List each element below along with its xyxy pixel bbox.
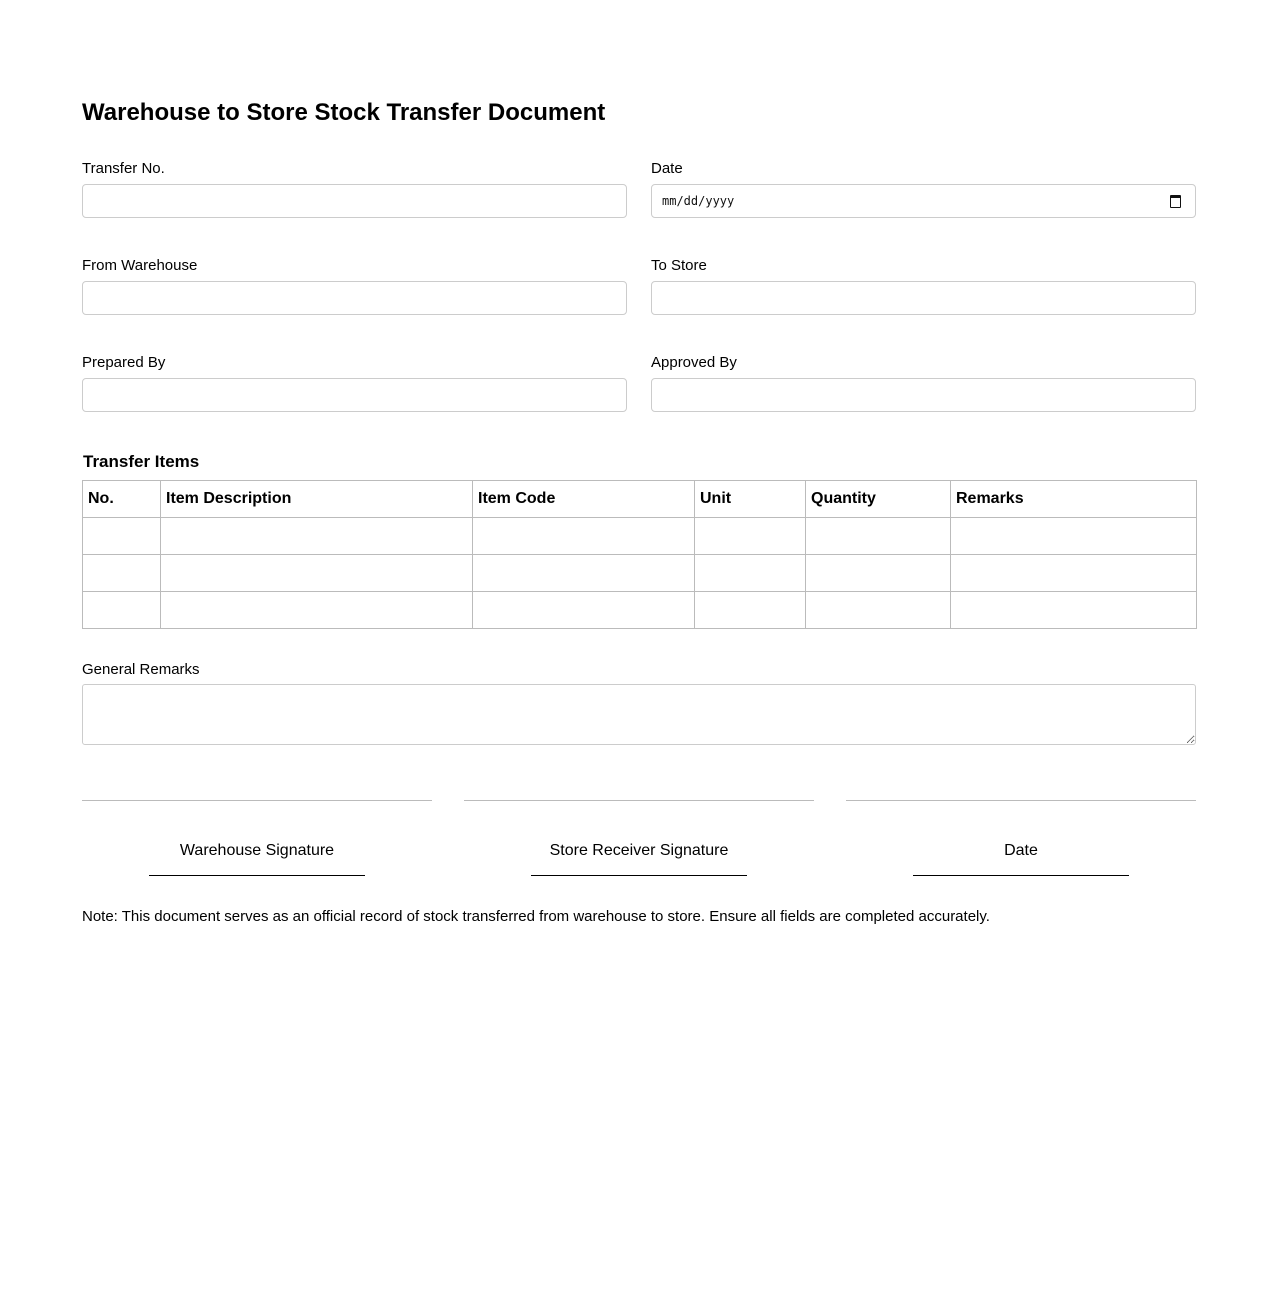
- prepared-by-field: [82, 354, 627, 372]
- date-label: Date: [651, 160, 683, 177]
- table-cell[interactable]: [83, 518, 161, 555]
- table-cell[interactable]: [161, 592, 473, 629]
- signature-date-block: [846, 800, 1196, 859]
- store-receiver-signature-block: [464, 800, 814, 859]
- approved-by-label: Approved By: [651, 354, 737, 371]
- warehouse-signature-label: Warehouse Signature: [179, 842, 335, 859]
- document-note: Note: This document serves as an official record of stock transferred from warehouse to store. Ensure all fields are completed accurately.: [82, 908, 990, 925]
- signature-date-label: Date: [1004, 842, 1038, 859]
- column-header-quantity: Quantity: [806, 481, 951, 518]
- prepared-by-label: Prepared By: [82, 354, 166, 371]
- transfer-items-title: Transfer Items: [83, 452, 200, 471]
- date-field: [651, 160, 1196, 208]
- transfer-no-label: Transfer No.: [82, 160, 165, 177]
- table-cell[interactable]: [83, 592, 161, 629]
- column-header-item-code: Item Code: [473, 481, 695, 518]
- general-remarks-textarea[interactable]: [82, 684, 1196, 745]
- column-header-remarks: Remarks: [951, 481, 1197, 518]
- column-header-no: No.: [83, 481, 161, 518]
- table-cell[interactable]: [473, 555, 695, 592]
- to-store-input[interactable]: [651, 281, 1196, 315]
- warehouse-signature-block: [82, 800, 432, 859]
- column-header-unit: Unit: [695, 481, 806, 518]
- to-store-label: To Store: [651, 257, 707, 274]
- table-cell[interactable]: [83, 555, 161, 592]
- from-warehouse-input[interactable]: [82, 281, 627, 315]
- page-title: Warehouse to Store Stock Transfer Document: [82, 99, 606, 126]
- table-cell[interactable]: [161, 518, 473, 555]
- table-cell[interactable]: [951, 592, 1197, 629]
- table-cell[interactable]: [161, 555, 473, 592]
- table-row: [83, 592, 1197, 629]
- to-store-field: [651, 257, 1196, 275]
- signature-underline: [531, 875, 747, 876]
- transfer-no-field: [82, 160, 627, 178]
- table-cell[interactable]: [695, 592, 806, 629]
- table-header-row: [83, 481, 1197, 518]
- approved-by-field: [651, 354, 1196, 372]
- calendar-icon[interactable]: [1170, 195, 1181, 208]
- signature-underline: [149, 875, 365, 876]
- store-receiver-signature-label: Store Receiver Signature: [549, 842, 729, 859]
- signature-line: [82, 800, 432, 801]
- date-input[interactable]: [651, 184, 1196, 218]
- table-row: [83, 555, 1197, 592]
- table-cell[interactable]: [473, 518, 695, 555]
- approved-by-input[interactable]: [651, 378, 1196, 412]
- table-cell[interactable]: [806, 555, 951, 592]
- table-cell[interactable]: [473, 592, 695, 629]
- table-cell[interactable]: [951, 518, 1197, 555]
- signature-line: [846, 800, 1196, 801]
- column-header-item-description: Item Description: [161, 481, 473, 518]
- transfer-items-table: [82, 480, 1197, 629]
- table-row: [83, 518, 1197, 555]
- table-cell[interactable]: [951, 555, 1197, 592]
- from-warehouse-field: [82, 257, 627, 275]
- table-cell[interactable]: [806, 592, 951, 629]
- general-remarks-label: General Remarks: [82, 661, 200, 678]
- table-cell[interactable]: [806, 518, 951, 555]
- signature-underline: [913, 875, 1129, 876]
- from-warehouse-label: From Warehouse: [82, 257, 198, 274]
- table-cell[interactable]: [695, 555, 806, 592]
- signature-line: [464, 800, 814, 801]
- date-placeholder: mm/dd/yyyy: [662, 194, 735, 208]
- prepared-by-input[interactable]: [82, 378, 627, 412]
- transfer-no-input[interactable]: [82, 184, 627, 218]
- table-cell[interactable]: [695, 518, 806, 555]
